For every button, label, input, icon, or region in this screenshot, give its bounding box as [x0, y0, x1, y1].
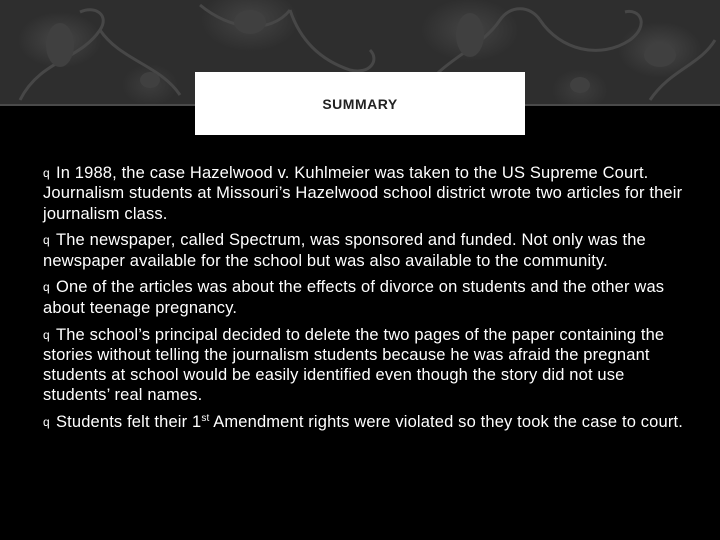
- bullet-text-before: Students felt their 1: [56, 413, 202, 432]
- bullet-text-after: Amendment rights were violated so they took the case to court.: [209, 413, 683, 432]
- bullet-item: [43, 325, 683, 406]
- checkbox-bullet-icon: q: [43, 415, 50, 430]
- bullet-text: One of the articles was about the effects of divorce on students and the other was about teenage pregnancy.: [43, 278, 665, 317]
- bullet-text: In 1988, the case Hazelwood v. Kuhlmeier was taken to the US Supreme Court. Journalism students at Missouri’s Hazelwood school district wrote two articles for their journalism class.: [43, 164, 683, 223]
- slide-title: SUMMARY: [322, 95, 398, 112]
- ordinal-suffix: st: [201, 413, 210, 425]
- bullet-item: [43, 230, 683, 271]
- slide-body: [43, 163, 683, 439]
- bullet-item: [43, 412, 683, 432]
- bullet-item: [43, 277, 683, 318]
- bullet-text: The school’s principal decided to delete the two pages of the paper containing the stories without telling the journalism students because he was afraid the pregnant students at school would be easily identified even though the story did not use students’ real names.: [43, 325, 665, 405]
- checkbox-bullet-icon: q: [43, 327, 50, 342]
- checkbox-bullet-icon: q: [43, 166, 50, 180]
- bullet-text: The newspaper, called Spectrum, was sponsored and funded. Not only was the newspaper available for the school but was also available to the community.: [43, 231, 646, 270]
- title-box: [195, 72, 525, 135]
- checkbox-bullet-icon: q: [43, 280, 50, 295]
- bullet-item: [43, 163, 683, 224]
- checkbox-bullet-icon: q: [43, 233, 50, 248]
